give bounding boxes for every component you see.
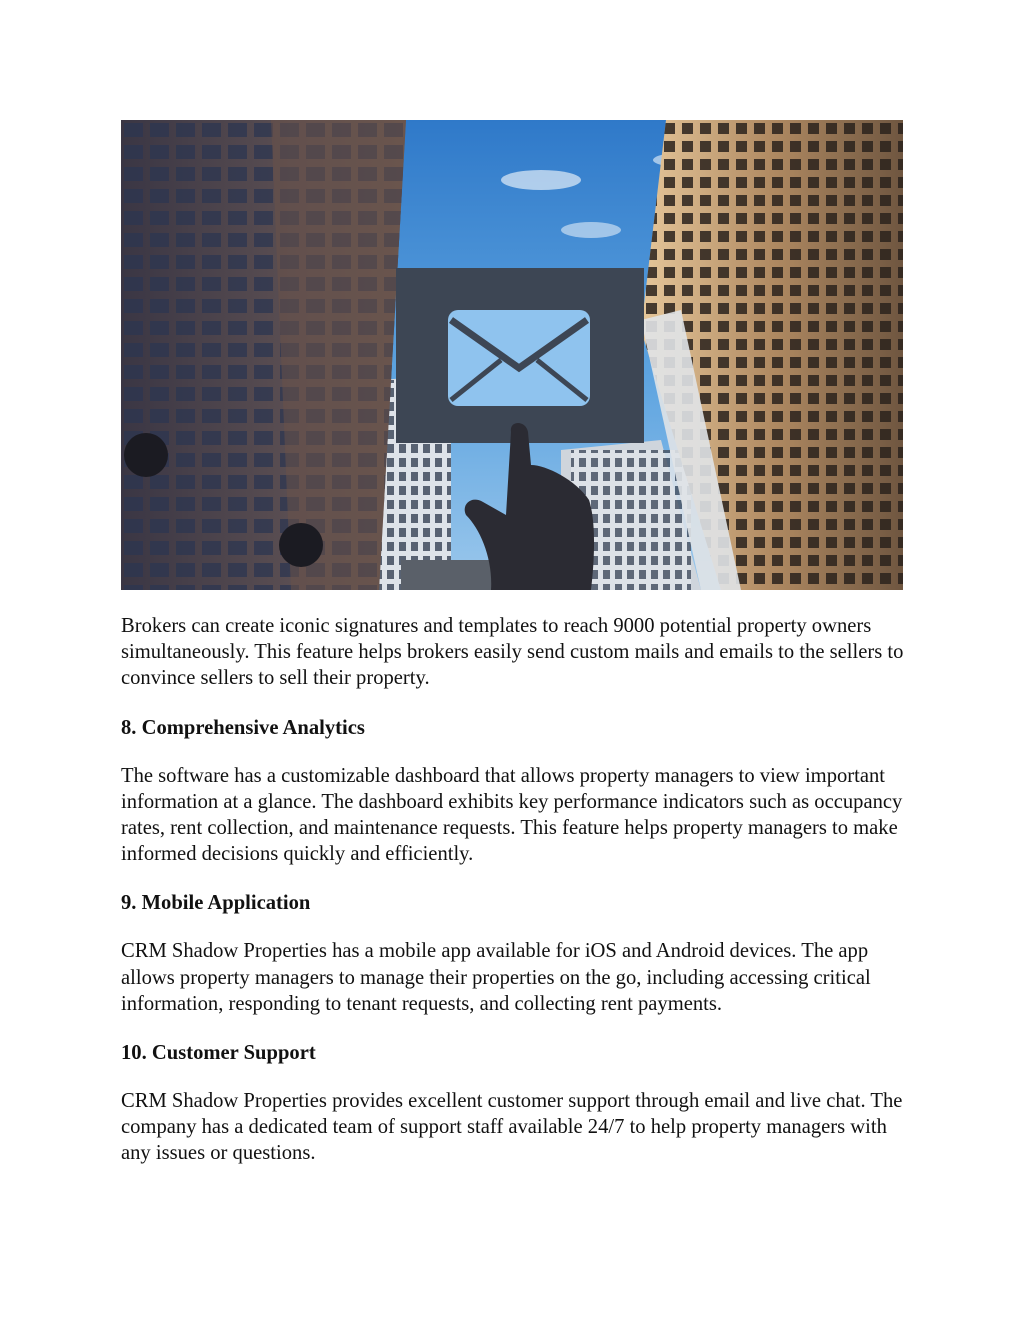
mobile-paragraph: CRM Shadow Properties has a mobile app available for iOS and Android devices. The app allows property managers to manage their properties on the go, including accessing critical information, responding to tenant requests, and collecting rent payments.	[121, 940, 871, 1015]
mobile-heading: 9. Mobile Application	[121, 892, 311, 915]
support-paragraph: CRM Shadow Properties provides excellent customer support through email and live chat. The company has a dedicated team of support staff available 24/7 to help property managers with any issues or questions.	[121, 1090, 903, 1165]
intro-paragraph: Brokers can create iconic signatures and templates to reach 9000 potential property owners simultaneously. This feature helps brokers easily send custom mails and emails to the sellers to convince sellers to sell their property.	[121, 615, 904, 690]
hero-photo	[121, 120, 903, 590]
analytics-paragraph: The software has a customizable dashboard that allows property managers to view important information at a glance. The dashboard exhibits key performance indicators such as occupancy rates, rent collection, and maintenance requests. This feature helps property managers to make informed decisions quickly and efficiently.	[121, 764, 903, 866]
article-body	[121, 613, 921, 1167]
analytics-heading: 8. Comprehensive Analytics	[121, 716, 365, 739]
support-heading: 10. Customer Support	[121, 1042, 316, 1065]
